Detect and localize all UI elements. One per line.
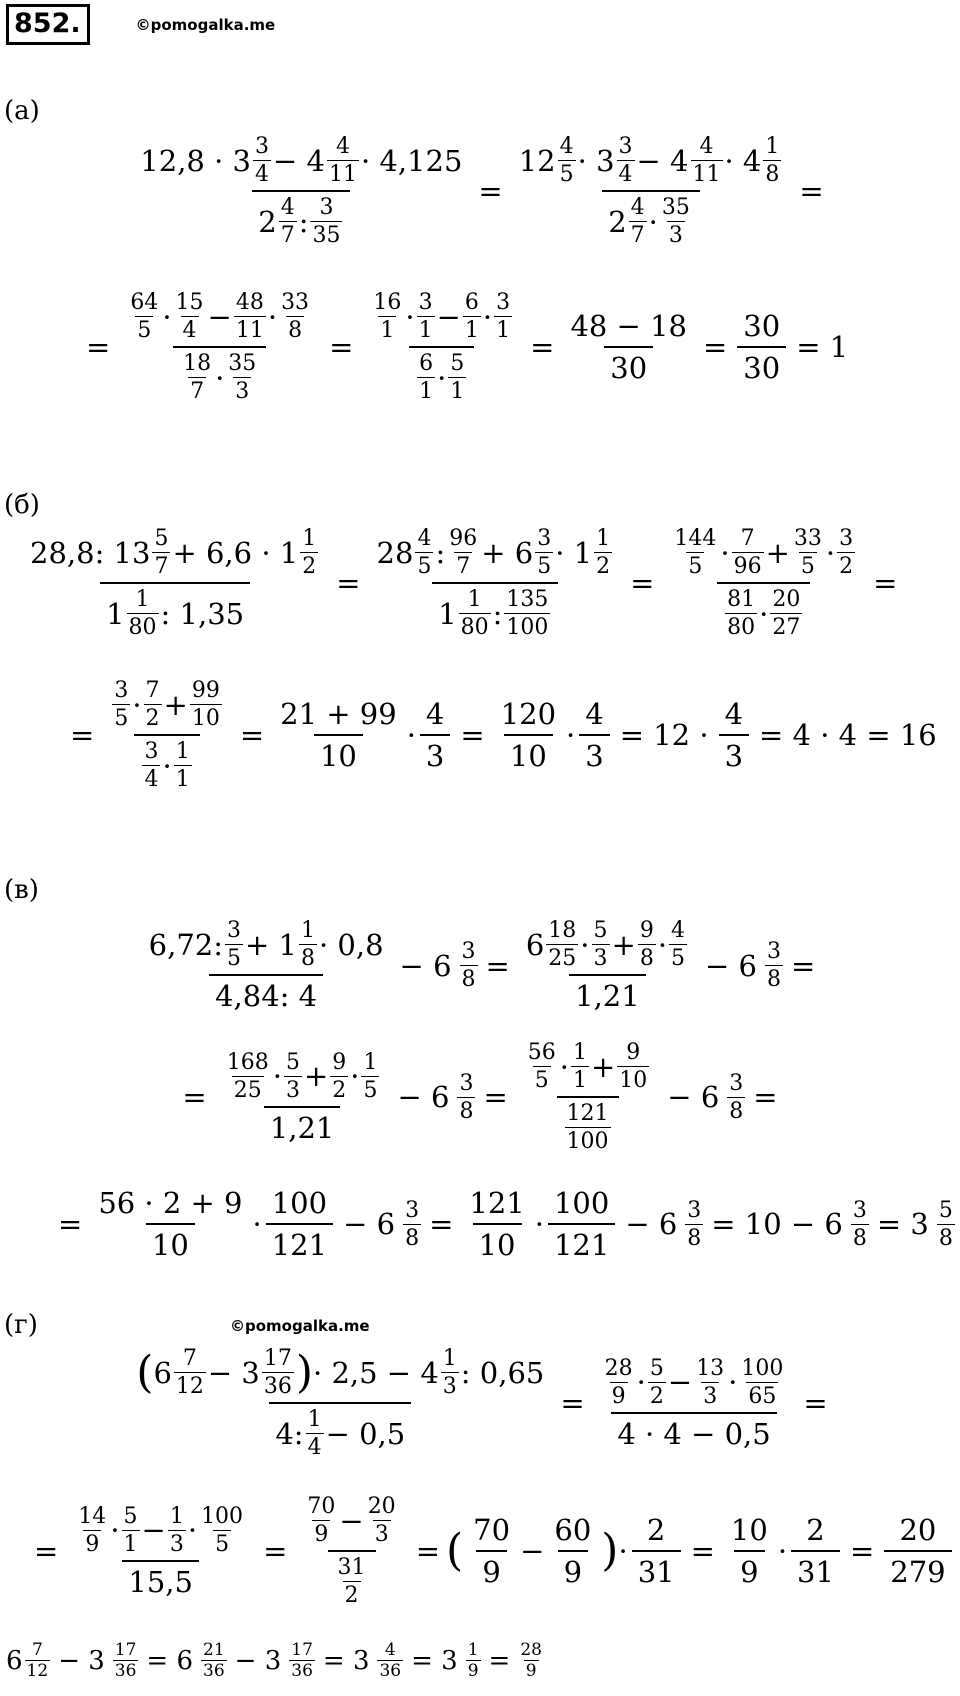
fraction: $\frac{4}{3}$ xyxy=(719,697,749,773)
fraction: 6 $\frac{18}{25}$ · $\frac{5}{3}$ + $\frac{9}{8}$ · $\frac{4}{5}$ 1,21 xyxy=(525,918,686,1013)
fraction: 12,8 · 3 $\frac{3}{4}$ − 4 $\frac{4}{11}$ · 4,125 2 $\frac{4}{7}$ : $\frac{3}{35}$ xyxy=(140,134,463,248)
part-v-line-1: 6,72: $\frac{3}{5}$ + 1 $\frac{1}{8}$ · 0,8 4,84: 4 − 6 $\frac{3}{8}$ = 6 $\frac{18}{25}$ · $\frac{5}{3}$ + $\frac{9}{8}$ · $\frac{4}{5}$ 1,21 − 6 $\frac{3}{8}$ = xyxy=(0,918,960,1013)
fraction: $\frac{3}{5}$ xyxy=(114,678,129,731)
fraction: $\frac{1}{1}$ xyxy=(175,739,190,792)
fraction: $\frac{18}{7}$ xyxy=(183,351,212,404)
fraction: $\frac{15}{4}$ xyxy=(175,290,204,343)
fraction: $\frac{6}{1}$ xyxy=(419,351,434,404)
fraction: $\frac{168}{25}$ · $\frac{5}{3}$ + $\frac{9}{2}$ · $\frac{1}{5}$ 1,21 xyxy=(226,1049,378,1145)
fraction: 6,72: $\frac{3}{5}$ + 1 $\frac{1}{8}$ · 0,8 4,84: 4 xyxy=(148,918,384,1013)
fraction: $\frac{5}{3}$ xyxy=(593,918,608,971)
fraction: $\frac{35}{3}$ xyxy=(661,195,690,248)
fraction: $\frac{4}{3}$ xyxy=(420,697,450,773)
fraction: $\frac{99}{10}$ xyxy=(191,678,220,731)
fraction: $\frac{1}{8}$ xyxy=(300,918,315,971)
fraction: $\frac{1}{9}$ xyxy=(467,1640,479,1681)
fraction: $\frac{3}{8}$ xyxy=(729,1070,744,1124)
fraction: $\frac{3}{1}$ xyxy=(496,290,511,343)
fraction: $\frac{14}{9}$ · $\frac{5}{1}$ − $\frac{1}{3}$ · $\frac{100}{5}$ 15,5 xyxy=(78,1503,244,1599)
fraction: $\frac{5}{3}$ xyxy=(285,1049,300,1103)
fraction: $\frac{30}{30}$ xyxy=(737,309,786,385)
part-label-v: (в) xyxy=(4,875,39,905)
fraction: $\frac{2}{31}$ xyxy=(791,1513,840,1589)
fraction: $\frac{13}{3}$ xyxy=(696,1355,725,1409)
fraction: $\frac{6}{1}$ xyxy=(464,290,479,343)
fraction: 28 $\frac{4}{5}$ : $\frac{96}{7}$ + 6 $\frac{3}{5}$ · 1 $\frac{1}{2}$ 1 $\frac{1}{80}$ : $\frac{135}{100}$ xyxy=(376,526,611,640)
fraction: $\frac{7}{2}$ xyxy=(145,678,160,731)
fraction: $\frac{64}{5}$ xyxy=(130,290,159,343)
fraction: $\frac{4}{11}$ xyxy=(692,134,721,187)
fraction: $\frac{18}{25}$ xyxy=(548,918,577,971)
part-g-line-2: = $\frac{14}{9}$ · $\frac{5}{1}$ − $\frac{1}{3}$ · $\frac{100}{5}$ 15,5 = $\frac{70}{9}$ − $\frac{20}{3}$ $\frac{31}{2}$ = ( $\frac{70}{9}$ − $\frac{60}{9}$ ) · $\frac{2}{31}$ = $\frac{10}{9}$ · $\frac{2}{31}$ = $\frac{20}{279}$ xyxy=(28,1494,956,1608)
part-label-b: (б) xyxy=(4,490,40,520)
part-g-line-1: ( 6 $\frac{7}{12}$ − 3 $\frac{17}{36}$ ) · 2,5 − 4 $\frac{1}{3}$ : 0,65 4: $\frac{1}{4}$ − 0,5 = $\frac{28}{9}$ · $\frac{5}{2}$ − $\frac{13}{3}$ · $\frac{100}{65}$ 4 · 4 − 0,5 = xyxy=(0,1346,960,1460)
fraction: $\frac{21 + 99}{10}$ xyxy=(280,697,397,773)
fraction: $\frac{20}{279}$ xyxy=(884,1513,951,1589)
fraction: $\frac{16}{1}$ · $\frac{3}{1}$ − $\frac{6}{1}$ · $\frac{3}{1}$ $\frac{6}{1}$ · $\frac{5}{1}$ xyxy=(373,290,511,404)
fraction: $\frac{4}{7}$ xyxy=(630,195,645,248)
fraction: $\frac{120}{10}$ xyxy=(500,697,557,773)
fraction: $\frac{3}{8}$ xyxy=(767,939,781,992)
fraction: $\frac{3}{1}$ xyxy=(418,290,433,343)
part-b-line-1: 28,8: 13 $\frac{5}{7}$ + 6,6 · 1 $\frac{1}{2}$ 1 $\frac{1}{80}$ : 1,35 = 28 $\frac{4}{5}$ : $\frac{96}{7}$ + 6 $\frac{3}{5}$ · 1 $\frac{1}{2}$ 1 $\frac{1}{80}$ : $\frac{135}{100}$ = $\frac{144}{5}$ · $\frac{7}{96}$ + $\frac{33}{5}$ · $\frac{3}{2}$ $\frac{81}{80}$ · $\frac{20}{27}$ = xyxy=(20,526,903,640)
fraction: $\frac{3}{4}$ xyxy=(254,134,269,187)
fraction: $\frac{1}{2}$ xyxy=(302,526,317,579)
fraction: $\frac{168}{25}$ xyxy=(226,1049,269,1103)
part-v-line-3: = $\frac{56 \cdot 2 + 9}{10}$ · $\frac{100}{121}$ − 6 $\frac{3}{8}$ = $\frac{121}{10}$ · $\frac{100}{121}$ − 6 $\frac{3}{8}$ = 10 − 6 $\frac{3}{8}$ = 3 $\frac{5}{8}$ xyxy=(58,1186,953,1262)
fraction: 12 $\frac{4}{5}$ · 3 $\frac{3}{4}$ − 4 $\frac{4}{11}$ · 4 $\frac{1}{8}$ 2 $\frac{4}{7}$ · $\frac{35}{3}$ xyxy=(518,134,780,248)
fraction: $\frac{48}{11}$ xyxy=(235,290,264,343)
fraction: $\frac{28}{9}$ · $\frac{5}{2}$ − $\frac{13}{3}$ · $\frac{100}{65}$ 4 · 4 − 0,5 xyxy=(604,1355,784,1451)
part-label-g: (г) xyxy=(4,1310,38,1340)
fraction: $\frac{2}{31}$ xyxy=(632,1513,681,1589)
fraction: $\frac{28}{9}$ xyxy=(604,1355,633,1409)
fraction: $\frac{4}{5}$ xyxy=(417,526,432,579)
fraction: $\frac{60}{9}$ xyxy=(554,1513,592,1589)
fraction: $\frac{7}{96}$ xyxy=(733,526,762,579)
fraction: $\frac{17}{36}$ xyxy=(291,1640,313,1681)
fraction: $\frac{3}{8}$ xyxy=(852,1197,867,1251)
part-b-line-2: = $\frac{3}{5}$ · $\frac{7}{2}$ + $\frac{99}{10}$ $\frac{3}{4}$ · $\frac{1}{1}$ = $\frac{21 + 99}{10}$ · $\frac{4}{3}$ = $\frac{120}{10}$ · $\frac{4}{3}$ = 12 · $\frac{4}{3}$ = 4 · 4 = 16 xyxy=(70,678,937,792)
fraction: $\frac{48 - 18}{30}$ xyxy=(570,309,687,385)
fraction: $\frac{3}{2}$ xyxy=(839,526,854,579)
fraction: $\frac{5}{8}$ xyxy=(938,1197,953,1251)
watermark: ©pomogalka.me xyxy=(135,15,276,34)
fraction: $\frac{4}{5}$ xyxy=(671,918,686,971)
fraction: $\frac{3}{8}$ xyxy=(687,1197,702,1251)
fraction: $\frac{100}{5}$ xyxy=(201,1503,244,1557)
fraction: $\frac{5}{1}$ xyxy=(450,351,465,404)
fraction: $\frac{4}{7}$ xyxy=(280,195,295,248)
part-v-line-2: = $\frac{168}{25}$ · $\frac{5}{3}$ + $\frac{9}{2}$ · $\frac{1}{5}$ 1,21 − 6 $\frac{3}{8}$ = $\frac{56}{5}$ · $\frac{1}{1}$ + $\frac{9}{10}$ $\frac{121}{100}$ − 6 $\frac{3}{8}$ = xyxy=(182,1040,778,1154)
fraction: $\frac{14}{9}$ xyxy=(78,1503,107,1557)
fraction: $\frac{3}{4}$ xyxy=(618,134,633,187)
fraction: $\frac{33}{8}$ xyxy=(281,290,310,343)
part-a-line-1: 12,8 · 3 $\frac{3}{4}$ − 4 $\frac{4}{11}$ · 4,125 2 $\frac{4}{7}$ : $\frac{3}{35}$ = 12 $\frac{4}{5}$ · 3 $\frac{3}{4}$ − 4 $\frac{4}{11}$ · 4 $\frac{1}{8}$ 2 $\frac{4}{7}$ · $\frac{35}{3}$ = xyxy=(0,134,960,248)
fraction: $\frac{96}{7}$ xyxy=(449,526,478,579)
fraction: $\frac{7}{12}$ xyxy=(26,1640,49,1681)
fraction: $\frac{1}{2}$ xyxy=(596,526,611,579)
fraction: $\frac{1}{80}$ xyxy=(460,587,489,640)
fraction: $\frac{1}{3}$ xyxy=(442,1346,457,1399)
fraction: $\frac{121}{100}$ xyxy=(566,1101,609,1154)
fraction: $\frac{3}{8}$ xyxy=(459,1070,474,1124)
fraction: $\frac{5}{2}$ xyxy=(649,1355,664,1409)
fraction: $\frac{56}{5}$ xyxy=(527,1040,556,1093)
fraction: $\frac{33}{5}$ xyxy=(793,526,822,579)
fraction: $\frac{81}{80}$ xyxy=(727,587,756,640)
fraction: $\frac{7}{12}$ xyxy=(175,1346,204,1399)
fraction: $\frac{3}{4}$ xyxy=(144,739,159,792)
fraction: $\frac{4}{5}$ xyxy=(559,134,574,187)
fraction: $\frac{144}{5}$ · $\frac{7}{96}$ + $\frac{33}{5}$ · $\frac{3}{2}$ $\frac{81}{80}$ · $\frac{20}{27}$ xyxy=(674,526,854,640)
fraction: $\frac{70}{9}$ − $\frac{20}{3}$ $\frac{31}{2}$ xyxy=(307,1494,396,1608)
fraction: $\frac{3}{5}$ xyxy=(537,526,552,579)
fraction: $\frac{70}{9}$ xyxy=(473,1513,511,1589)
fraction: $\frac{56}{5}$ · $\frac{1}{1}$ + $\frac{9}{10}$ $\frac{121}{100}$ xyxy=(527,1040,648,1154)
fraction: $\frac{100}{121}$ xyxy=(266,1186,333,1262)
fraction: $\frac{121}{10}$ xyxy=(469,1186,525,1262)
fraction: $\frac{1}{4}$ xyxy=(307,1407,322,1460)
fraction: $\frac{100}{65}$ xyxy=(741,1355,784,1409)
problem-number: 852. xyxy=(6,4,90,45)
fraction: 28,8: 13 $\frac{5}{7}$ + 6,6 · 1 $\frac{1}{2}$ 1 $\frac{1}{80}$ : 1,35 xyxy=(30,526,317,640)
fraction: $\frac{1}{3}$ xyxy=(169,1503,184,1557)
fraction: $\frac{31}{2}$ xyxy=(337,1555,366,1608)
fraction: $\frac{9}{8}$ xyxy=(639,918,654,971)
fraction: ( 6 $\frac{7}{12}$ − 3 $\frac{17}{36}$ ) · 2,5 − 4 $\frac{1}{3}$ : 0,65 4: $\frac{1}{4}$ − 0,5 xyxy=(136,1346,545,1460)
fraction: $\frac{64}{5}$ · $\frac{15}{4}$ − $\frac{48}{11}$ · $\frac{33}{8}$ $\frac{18}{7}$ · $\frac{35}{3}$ xyxy=(130,290,310,404)
fraction: $\frac{35}{3}$ xyxy=(228,351,257,404)
fraction: $\frac{135}{100}$ xyxy=(506,587,549,640)
fraction: $\frac{3}{35}$ xyxy=(312,195,341,248)
fraction: $\frac{5}{7}$ xyxy=(154,526,169,579)
fraction: $\frac{100}{121}$ xyxy=(548,1186,615,1262)
fraction: $\frac{1}{1}$ xyxy=(572,1040,587,1093)
fraction: $\frac{20}{27}$ xyxy=(772,587,801,640)
fraction: $\frac{17}{36}$ xyxy=(263,1346,292,1399)
fraction: $\frac{21}{36}$ xyxy=(203,1640,225,1681)
fraction: $\frac{1}{80}$ xyxy=(128,587,157,640)
header xyxy=(6,4,275,45)
fraction: $\frac{20}{3}$ xyxy=(367,1494,396,1547)
fraction: $\frac{70}{9}$ xyxy=(307,1494,336,1547)
part-label-a: (а) xyxy=(4,96,40,126)
fraction: $\frac{144}{5}$ xyxy=(674,526,717,579)
fraction: $\frac{3}{8}$ xyxy=(461,939,476,992)
fraction: $\frac{3}{5}$ · $\frac{7}{2}$ + $\frac{99}{10}$ $\frac{3}{4}$ · $\frac{1}{1}$ xyxy=(114,678,220,792)
fraction: $\frac{56 \cdot 2 + 9}{10}$ xyxy=(98,1186,243,1262)
watermark-2: ©pomogalka.me xyxy=(230,1317,370,1335)
part-a-line-2: = $\frac{64}{5}$ · $\frac{15}{4}$ − $\frac{48}{11}$ · $\frac{33}{8}$ $\frac{18}{7}$ · $\frac{35}{3}$ = $\frac{16}{1}$ · $\frac{3}{1}$ − $\frac{6}{1}$ · $\frac{3}{1}$ $\frac{6}{1}$ · $\frac{5}{1}$ = $\frac{48 - 18}{30}$ = $\frac{30}{30}$ = 1 xyxy=(86,290,849,404)
fraction: $\frac{10}{9}$ xyxy=(730,1513,768,1589)
fraction: $\frac{28}{9}$ xyxy=(520,1640,542,1681)
fraction: $\frac{4}{3}$ xyxy=(579,697,609,773)
fraction: $\frac{9}{10}$ xyxy=(619,1040,648,1093)
fraction: $\frac{3}{5}$ xyxy=(227,918,242,971)
part-g-line-3: 6 $\frac{7}{12}$ − 3 $\frac{17}{36}$ = 6 $\frac{21}{36}$ − 3 $\frac{17}{36}$ = 3 $\frac{4}{36}$ = 3 $\frac{1}{9}$ = $\frac{28}{9}$ xyxy=(6,1640,542,1681)
fraction: $\frac{16}{1}$ xyxy=(373,290,402,343)
fraction: $\frac{1}{5}$ xyxy=(363,1049,378,1103)
fraction: $\frac{5}{1}$ xyxy=(123,1503,138,1557)
fraction: $\frac{1}{8}$ xyxy=(765,134,780,187)
fraction: $\frac{17}{36}$ xyxy=(114,1640,137,1681)
fraction: $\frac{3}{8}$ xyxy=(405,1197,420,1251)
fraction: $\frac{4}{36}$ xyxy=(379,1640,402,1681)
fraction: $\frac{9}{2}$ xyxy=(332,1049,347,1103)
fraction: $\frac{4}{11}$ xyxy=(328,134,357,187)
